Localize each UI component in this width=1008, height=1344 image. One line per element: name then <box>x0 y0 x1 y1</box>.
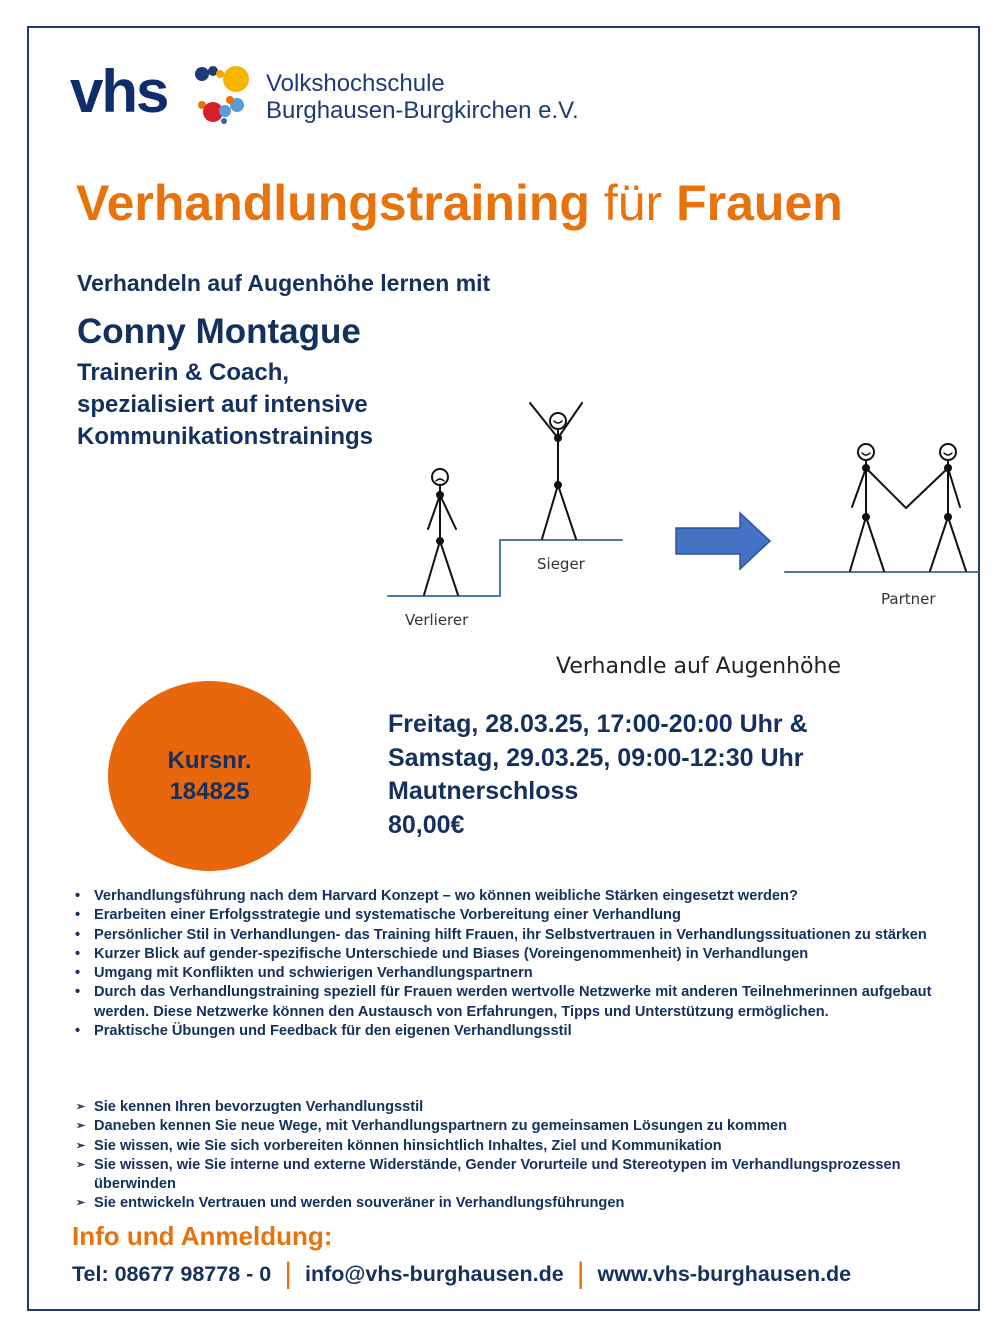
email-link[interactable]: info@vhs-burghausen.de <box>305 1261 564 1286</box>
separator: | <box>284 1257 293 1290</box>
label-loser: Verlierer <box>405 611 469 629</box>
logo-org-line1: Volkshochschule <box>266 70 445 97</box>
list-item: • Verhandlungsführung nach dem Harvard Konzept – wo können weibliche Stärken eingesetzt werden? <box>73 887 953 906</box>
bullet-icon: • <box>75 926 81 943</box>
logo-wordmark: vhs <box>70 58 168 125</box>
arrow-bullet-icon: ➢ <box>76 1120 86 1133</box>
course-date1: Freitag, 28.03.25, 17:00-20:00 Uhr & <box>388 710 808 738</box>
logo-org-name <box>266 70 579 124</box>
title-part1: Verhandlungstraining <box>76 175 590 231</box>
course-location: Mautnerschloss <box>388 777 579 805</box>
bullet-icon: • <box>75 965 81 982</box>
right-arrow-icon <box>676 513 770 569</box>
illustration-caption: Verhandle auf Augenhöhe <box>556 654 841 679</box>
phone-number: Tel: 08677 98778 - 0 <box>72 1261 272 1286</box>
list-item: • Praktische Übungen und Feedback für den eigenen Verhandlungsstil <box>73 1022 953 1041</box>
partner-figures <box>850 444 966 571</box>
logo-org-line2: Burghausen-Burgkirchen e.V. <box>266 97 579 124</box>
list-item: • Erarbeiten einer Erfolgsstrategie und systematische Vorbereitung einer Verhandlung <box>73 906 953 925</box>
course-details <box>388 708 808 842</box>
bullet-icon: • <box>75 907 81 924</box>
list-item: • Umgang mit Konflikten und schwierigen Verhandlungspartnern <box>73 964 953 983</box>
list-item: • Persönlicher Stil in Verhandlungen- das Training hilft Frauen, ihr Selbstvertrauen in Verhandlungssituationen zu stärken <box>73 926 953 945</box>
trainer-role <box>77 357 373 453</box>
contact-line <box>72 1257 851 1291</box>
arrow-bullet-icon: ➢ <box>76 1139 86 1152</box>
trainer-role-line: spezialisiert auf intensive <box>77 391 368 418</box>
bullet-icon: • <box>75 984 81 1001</box>
list-item: ➢ Sie entwickeln Vertrauen und werden souveräner in Verhandlungsführungen <box>76 1194 956 1213</box>
title-part2: für <box>603 175 663 231</box>
outcomes-list <box>76 1098 956 1214</box>
trainer-name: Conny Montague <box>77 312 361 351</box>
bullet-icon: • <box>75 888 81 904</box>
list-item: • Kurzer Blick auf gender-spezifische Unterschiede und Biases (Voreingenommenheit) in Verhandlungen <box>73 945 953 964</box>
logo-dots-icon <box>180 62 260 132</box>
label-winner: Sieger <box>537 555 585 573</box>
website-link[interactable]: www.vhs-burghausen.de <box>597 1261 852 1286</box>
course-date2: Samstag, 29.03.25, 09:00-12:30 Uhr <box>388 743 804 772</box>
separator: | <box>576 1257 585 1290</box>
page-title <box>76 174 843 232</box>
course-number: 184825 <box>169 778 250 805</box>
subtitle: Verhandeln auf Augenhöhe lernen mit <box>77 270 491 296</box>
bullet-icon: • <box>75 945 81 962</box>
list-item: ➢ Sie kennen Ihren bevorzugten Verhandlungsstil <box>76 1098 956 1117</box>
topics-list <box>73 887 953 1041</box>
loser-figure <box>424 469 458 595</box>
list-item: ➢ Daneben kennen Sie neue Wege, mit Verhandlungspartnern zu gemeinsamen Lösungen zu kommen <box>76 1117 956 1136</box>
trainer-role-line: Trainerin & Coach, <box>77 359 290 386</box>
arrow-bullet-icon: ➢ <box>76 1158 86 1171</box>
bullet-icon: • <box>75 1023 81 1040</box>
negotiation-illustration <box>380 395 980 695</box>
course-number-badge <box>108 681 311 871</box>
label-partner: Partner <box>881 590 936 608</box>
course-number-label: Kursnr. <box>167 747 252 774</box>
list-item: ➢ Sie wissen, wie Sie sich vorbereiten können hinsichtlich Inhaltes, Ziel und Kommunikation <box>76 1137 956 1156</box>
trainer-role-line: Kommunikationstrainings <box>77 423 374 450</box>
winner-figure <box>530 403 582 539</box>
arrow-bullet-icon: ➢ <box>76 1101 86 1113</box>
course-price: 80,00€ <box>388 810 465 839</box>
title-part3: Frauen <box>676 175 843 231</box>
info-heading: Info und Anmeldung: <box>72 1221 333 1251</box>
arrow-bullet-icon: ➢ <box>76 1197 86 1210</box>
list-item: ➢ Sie wissen, wie Sie interne und externe Widerstände, Gender Vorurteile und Stereotypen im Verhandlungsprozessen überwinden <box>76 1156 901 1193</box>
list-item: • Durch das Verhandlungstraining speziell für Frauen werden wertvolle Netzwerke mit anderen Teilnehmerinnen aufgebaut werden. Diese Netzwerke können den Austausch von Erfahrungen, Tipps und Unterstützung ermöglichen. <box>75 984 932 1020</box>
